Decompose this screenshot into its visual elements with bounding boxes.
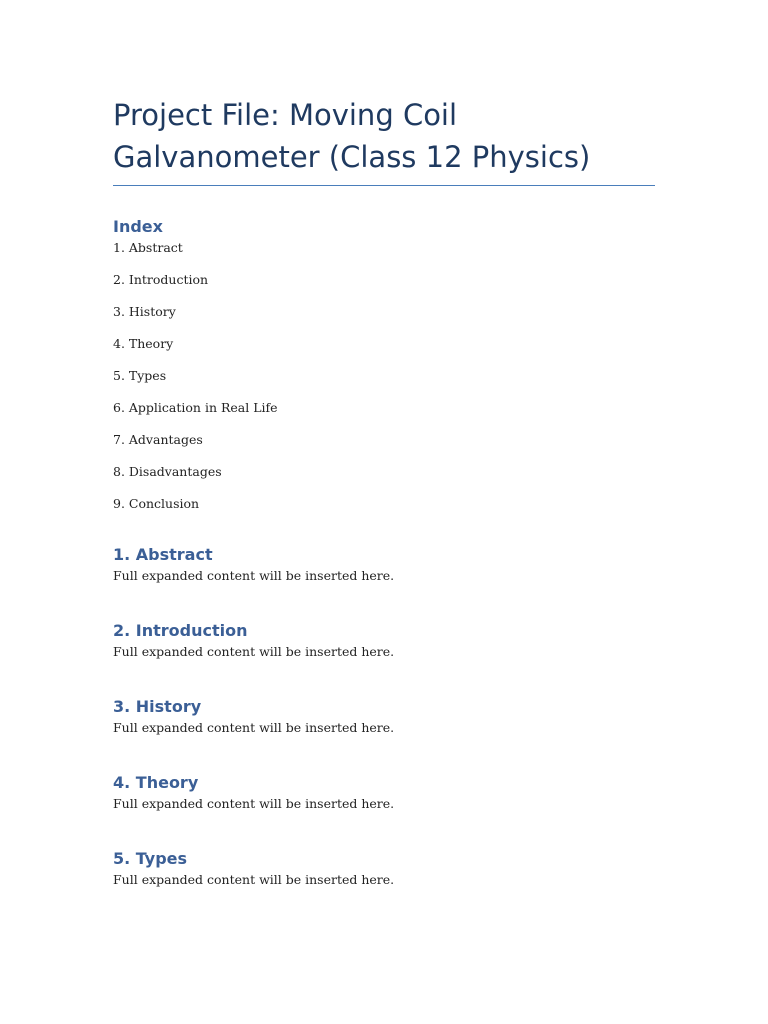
document-page (113, 94, 655, 888)
section-heading: 1. Abstract (113, 545, 213, 564)
index-item-application: 6. Application in Real Life (113, 400, 278, 415)
page-title: Project File: Moving Coil Galvanometer (Class 12 Physics) (113, 94, 655, 186)
section-heading: 2. Introduction (113, 621, 248, 640)
section-heading: 3. History (113, 697, 202, 716)
index-item-introduction: 2. Introduction (113, 272, 209, 287)
index-item-abstract: 1. Abstract (113, 240, 183, 255)
section-body: Full expanded content will be inserted here. (113, 568, 395, 583)
section-body: Full expanded content will be inserted here. (113, 796, 395, 811)
section-abstract (113, 545, 655, 584)
section-types (113, 849, 655, 888)
index-list (113, 240, 655, 528)
index-heading: Index (113, 217, 163, 236)
sections (113, 545, 655, 888)
section-heading: 4. Theory (113, 773, 199, 792)
index-item-types: 5. Types (113, 368, 167, 383)
index-item-history: 3. History (113, 304, 176, 319)
section-introduction (113, 621, 655, 660)
index-item-conclusion: 9. Conclusion (113, 496, 200, 511)
section-body: Full expanded content will be inserted here. (113, 644, 395, 659)
index-item-advantages: 7. Advantages (113, 432, 203, 447)
index-item-disadvantages: 8. Disadvantages (113, 464, 222, 479)
section-theory (113, 773, 655, 812)
section-body: Full expanded content will be inserted here. (113, 720, 395, 735)
section-history (113, 697, 655, 736)
index-item-theory: 4. Theory (113, 336, 174, 351)
section-heading: 5. Types (113, 849, 188, 868)
section-body: Full expanded content will be inserted here. (113, 872, 395, 887)
